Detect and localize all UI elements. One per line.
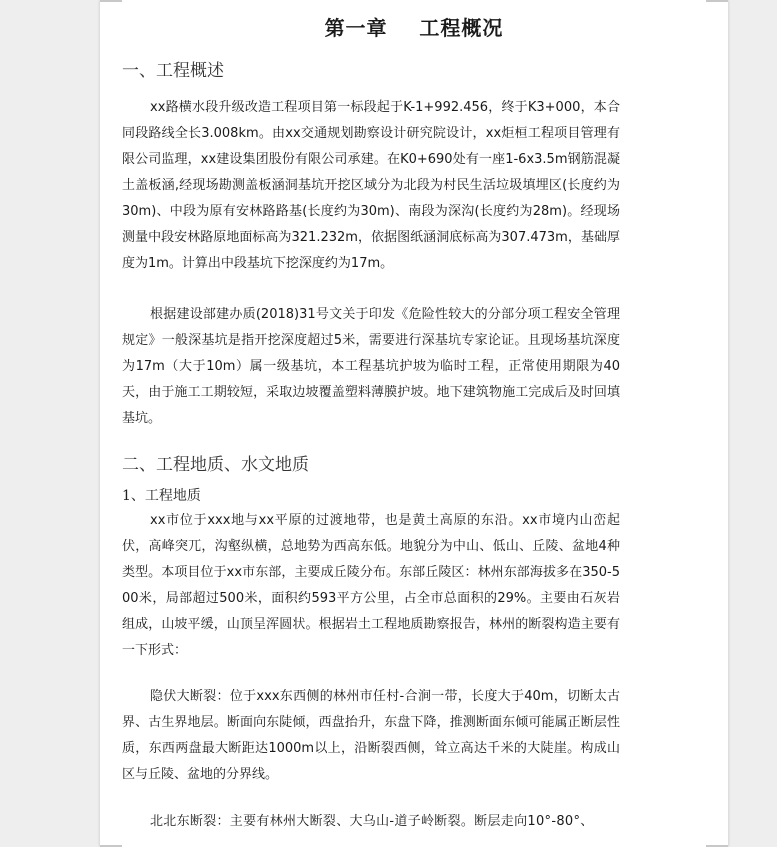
document-page xyxy=(100,0,728,847)
page-corner-mark xyxy=(100,0,122,2)
paragraph-geography: xx市位于xxx地与xx平原的过渡地带，也是黄土高原的东沿。xx市境内山峦起伏，高峰突兀，沟壑纵横，总地势为西高东低。地貌分为中山、低山、丘陵、盆地4种类型。本项目位于xx市东部，主要成丘陵分布。东部丘陵区：林州东部海拔多在350-500米，局部超过500米，面积约593平方公里，占全市总面积的29%。主要由石灰岩组成，山坡平缓，山顶呈浑圆状。根据岩土工程地质勘察报告，林州的断裂构造主要有一下形式： xyxy=(122,513,620,658)
section-heading-geology: 二、工程地质、水文地质 xyxy=(122,455,309,475)
subheading-engineering-geology: 1、工程地质 xyxy=(122,488,201,504)
chapter-title: 第一章 工程概况 xyxy=(324,16,504,40)
page-corner-mark xyxy=(706,0,728,2)
paragraph-hidden-fault: 隐伏大断裂：位于xxx东西侧的林州市任村-合涧一带，长度大于40m，切断太古界、古生界地层。断面向东陡倾，西盘抬升，东盘下降，推测断面东倾可能属正断层性质，东西两盘最大断距达1000m以上，沿断裂西侧，耸立高达千米的大陡崖。构成山区与丘陵、盆地的分界线。 xyxy=(122,689,620,782)
paragraph-nne-fault: 北北东断裂：主要有林州大断裂、大乌山-道子岭断裂。断层走向10°-80°、 xyxy=(150,814,594,829)
section-heading-overview: 一、工程概述 xyxy=(122,61,224,81)
paragraph-regulation: 根据建设部建办质(2018)31号文关于印发《危险性较大的分部分项工程安全管理规定》一般深基坑是指开挖深度超过5米，需要进行深基坑专家论证。且现场基坑深度为17m（大于10m）属一级基坑，本工程基坑护坡为临时工程，正常使用期限为40天，由于施工工期较短，采取边坡覆盖塑料薄膜护坡。地下建筑物施工完成后及时回填基坑。 xyxy=(122,307,620,426)
paragraph-project-overview: xx路横水段升级改造工程项目第一标段起于K-1+992.456，终于K3+000，本合同段路线全长3.008km。由xx交通规划勘察设计研究院设计，xx炬桓工程项目管理有限公司监理，xx建设集团股份有限公司承建。在K0+690处有一座1-6x3.5m钢筋混凝土盖板涵,经现场勘测盖板涵洞基坑开挖区域分为北段为村民生活垃圾填埋区(长度约为30m)、中段为原有安林路路基(长度约为30m)、南段为深沟(长度约为28m)。经现场测量中段安林路原地面标高为321.232m，依据图纸涵洞底标高为307.473m，基础厚度为1m。计算出中段基坑下挖深度约为17m。 xyxy=(122,100,620,271)
